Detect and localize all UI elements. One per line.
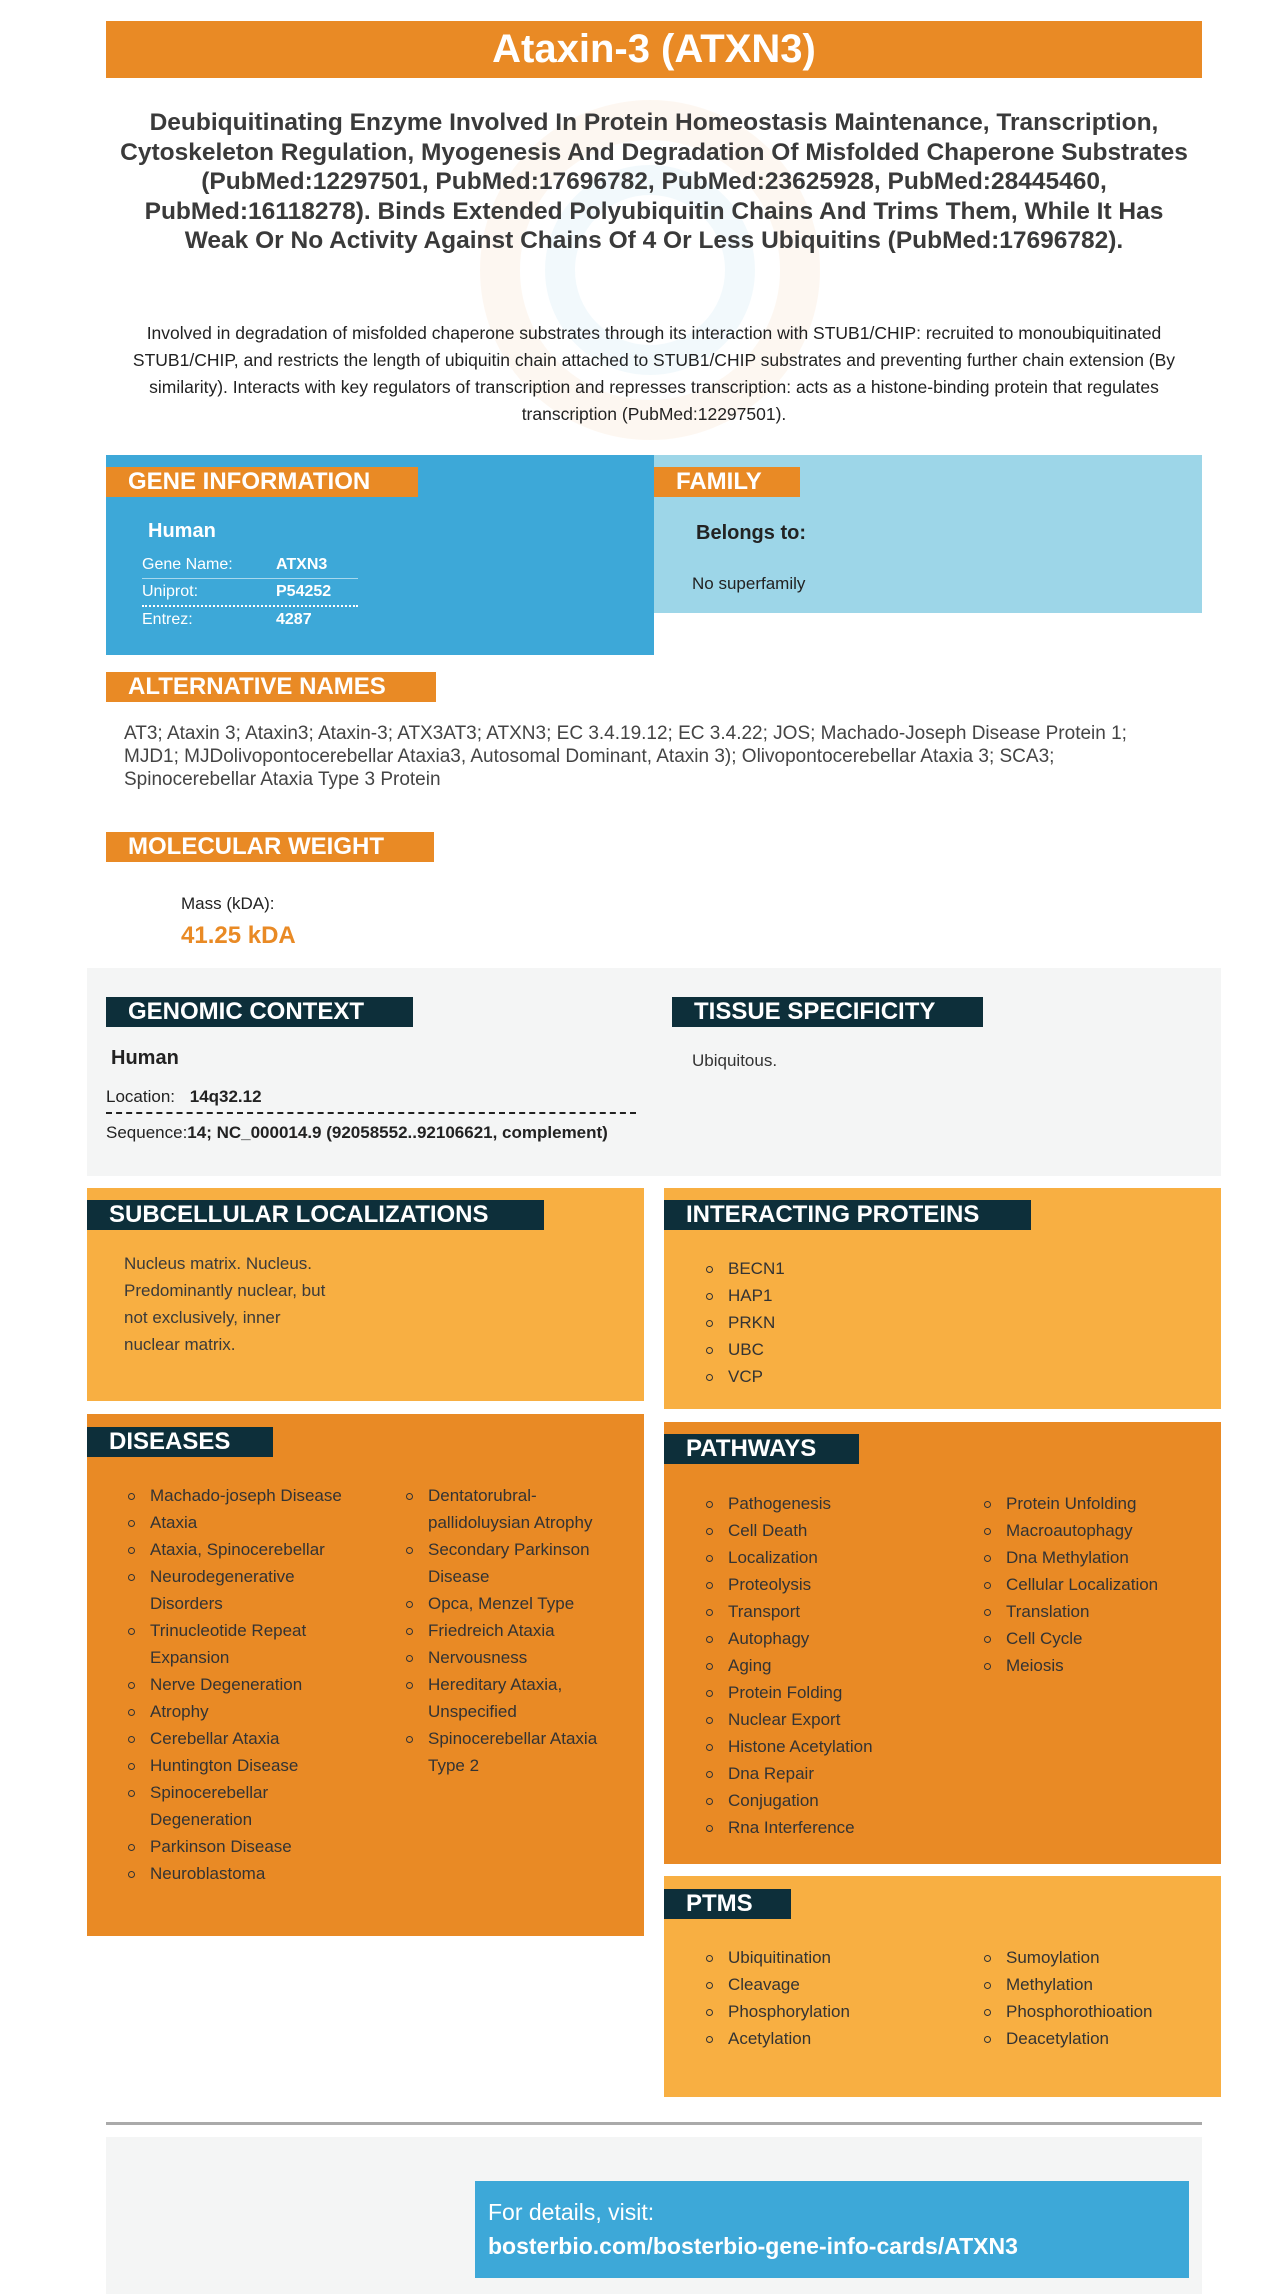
pathway-item: Dna Repair <box>706 1760 966 1787</box>
pathway-item: Rna Interference <box>706 1814 966 1841</box>
pathway-item: Aging <box>706 1652 966 1679</box>
uniprot-label: Uniprot: <box>142 583 199 600</box>
gene-name-row <box>142 552 358 579</box>
interacting-protein-item: VCP <box>706 1363 1006 1390</box>
pathway-item: Cellular Localization <box>984 1571 1204 1598</box>
gene-name-value: ATXN3 <box>276 556 328 573</box>
pathway-item: Protein Folding <box>706 1679 966 1706</box>
uniprot-value: P54252 <box>276 583 332 600</box>
pathway-item: Cell Cycle <box>984 1625 1204 1652</box>
disease-item: Spinocerebellar Ataxia Type 2 <box>406 1725 616 1779</box>
location-row <box>106 1084 636 1114</box>
family-value: No superfamily <box>692 574 806 593</box>
interacting-protein-item: PRKN <box>706 1309 1006 1336</box>
pathway-item: Histone Acetylation <box>706 1733 966 1760</box>
disease-item: Hereditary Ataxia, Unspecified <box>406 1671 616 1725</box>
disease-item: Nerve Degeneration <box>128 1671 348 1698</box>
ptm-item: Methylation <box>984 1971 1204 1998</box>
ptm-item: Phosphorothioation <box>984 1998 1204 2025</box>
description: Involved in degradation of misfolded chaperone substrates through its interaction with STUB1/CHIP: recruited to monoubiquitinated STUB1/CHIP, and restricts the length of ubiquitin chain attached to STUB1/CHIP substrates and preventing further chain extension (By similarity). Interacts with key regulators of transcription and represses transcription: acts as a histone-binding protein that regulates transcription (PubMed:12297501). <box>132 323 1176 424</box>
disease-item: Secondary Parkinson Disease <box>406 1536 616 1590</box>
sequence-label: Sequence: <box>106 1123 188 1142</box>
pathway-item: Pathogenesis <box>706 1490 966 1517</box>
pathway-item: Translation <box>984 1598 1204 1625</box>
details-url[interactable]: bosterbio.com/bosterbio-gene-info-cards/ATXN3 <box>488 2233 1018 2259</box>
genomic-species: Human <box>111 1047 179 1069</box>
disease-item: Cerebellar Ataxia <box>128 1725 348 1752</box>
tissue-specificity-header: TISSUE SPECIFICITY <box>672 997 983 1027</box>
disease-item: Huntington Disease <box>128 1752 348 1779</box>
pathway-item: Autophagy <box>706 1625 966 1652</box>
diseases-header: DISEASES <box>87 1427 273 1457</box>
pathway-item: Macroautophagy <box>984 1517 1204 1544</box>
pathway-item: Dna Methylation <box>984 1544 1204 1571</box>
interacting-protein-item: HAP1 <box>706 1282 1006 1309</box>
disease-item: Trinucleotide Repeat Expansion <box>128 1617 348 1671</box>
disease-item: Nervousness <box>406 1644 616 1671</box>
uniprot-row <box>142 579 358 607</box>
ptms-header: PTMS <box>664 1889 791 1919</box>
diseases-list-col1 <box>128 1482 348 1887</box>
location-value: 14q32.12 <box>189 1087 262 1106</box>
pathway-item: Nuclear Export <box>706 1706 966 1733</box>
disease-item: Friedreich Ataxia <box>406 1617 616 1644</box>
pathway-item: Localization <box>706 1544 966 1571</box>
sequence-value: 14; NC_000014.9 (92058552..92106621, complement) <box>187 1123 608 1142</box>
interacting-protein-item: UBC <box>706 1336 1006 1363</box>
mass-label: Mass (kDA): <box>181 894 275 913</box>
ptm-item: Sumoylation <box>984 1944 1204 1971</box>
subcellular-text: Nucleus matrix. Nucleus. Predominantly nuclear, but not exclusively, inner nuclear matrix. <box>124 1254 326 1354</box>
disease-item: Neurodegenerative Disorders <box>128 1563 348 1617</box>
pathway-item: Conjugation <box>706 1787 966 1814</box>
disease-item: Parkinson Disease <box>128 1833 348 1860</box>
gene-name-label: Gene Name: <box>142 556 233 573</box>
disease-item: Machado-joseph Disease <box>128 1482 348 1509</box>
entrez-label: Entrez: <box>142 611 193 628</box>
diseases-list-col2 <box>406 1482 616 1779</box>
page-title: Ataxin-3 (ATXN3) <box>492 27 816 71</box>
genomic-context-header: GENOMIC CONTEXT <box>106 997 413 1027</box>
pathway-item: Protein Unfolding <box>984 1490 1204 1517</box>
pathways-header: PATHWAYS <box>664 1434 859 1464</box>
ptm-item: Cleavage <box>706 1971 966 1998</box>
ptm-item: Ubiquitination <box>706 1944 966 1971</box>
disease-item: Ataxia, Spinocerebellar <box>128 1536 348 1563</box>
location-label: Location: <box>106 1087 175 1106</box>
footer-divider <box>106 2122 1202 2125</box>
ptm-item: Deacetylation <box>984 2025 1204 2052</box>
family-header: FAMILY <box>654 467 800 497</box>
pathways-list-col1 <box>706 1490 966 1841</box>
gene-info-header: GENE INFORMATION <box>106 467 418 497</box>
subcellular-header: SUBCELLULAR LOCALIZATIONS <box>87 1200 544 1230</box>
mol-weight-header: MOLECULAR WEIGHT <box>106 832 434 862</box>
alt-names-text: AT3; Ataxin 3; Ataxin3; Ataxin-3; ATX3AT3; ATXN3; EC 3.4.19.12; EC 3.4.22; JOS; Machado-Joseph Disease Protein 1; MJD1; MJDolivopontocerebellar Ataxia3, Autosomal Dominant, Ataxin 3); Olivopontocerebellar Ataxia 3; SCA3; Spinocerebellar Ataxia Type 3 Protein <box>124 723 1127 790</box>
subtitle: Deubiquitinating Enzyme Involved In Protein Homeostasis Maintenance, Transcription, Cytoskeleton Regulation, Myogenesis And Degradation Of Misfolded Chaperone Substrates (PubMed:12297501, PubMed:17696782, PubMed:23625928, PubMed:28445460, PubMed:16118278). Binds Extended Polyubiquitin Chains And Trims Them, While It Has Weak Or No Activity Against Chains Of 4 Or Less Ubiquitins (PubMed:17696782). <box>120 109 1188 254</box>
disease-item: Neuroblastoma <box>128 1860 348 1887</box>
interacting-protein-item: BECN1 <box>706 1255 1006 1282</box>
disease-item: Opca, Menzel Type <box>406 1590 616 1617</box>
entrez-row <box>142 607 358 633</box>
ptm-item: Acetylation <box>706 2025 966 2052</box>
gene-info-species: Human <box>148 520 216 542</box>
pathway-item: Proteolysis <box>706 1571 966 1598</box>
mass-value: 41.25 kDA <box>181 922 296 949</box>
disease-item: Spinocerebellar Degeneration <box>128 1779 348 1833</box>
interacting-list <box>706 1255 1006 1390</box>
pathway-item: Meiosis <box>984 1652 1204 1679</box>
disease-item: Ataxia <box>128 1509 348 1536</box>
interacting-header: INTERACTING PROTEINS <box>664 1200 1031 1230</box>
tissue-specificity-text: Ubiquitous. <box>692 1051 778 1070</box>
family-belongs-label: Belongs to: <box>696 522 806 544</box>
details-label: For details, visit: <box>488 2199 655 2225</box>
details-link-box[interactable] <box>475 2181 1189 2278</box>
entrez-value: 4287 <box>276 611 312 628</box>
pathway-item: Cell Death <box>706 1517 966 1544</box>
disease-item: Dentatorubral-pallidoluysian Atrophy <box>406 1482 616 1536</box>
disease-item: Atrophy <box>128 1698 348 1725</box>
pathways-list-col2 <box>984 1490 1204 1679</box>
ptm-item: Phosphorylation <box>706 1998 966 2025</box>
pathway-item: Transport <box>706 1598 966 1625</box>
ptms-list-col1 <box>706 1944 966 2052</box>
sequence-row <box>106 1120 666 1146</box>
alt-names-header: ALTERNATIVE NAMES <box>106 672 436 702</box>
ptms-list-col2 <box>984 1944 1204 2052</box>
